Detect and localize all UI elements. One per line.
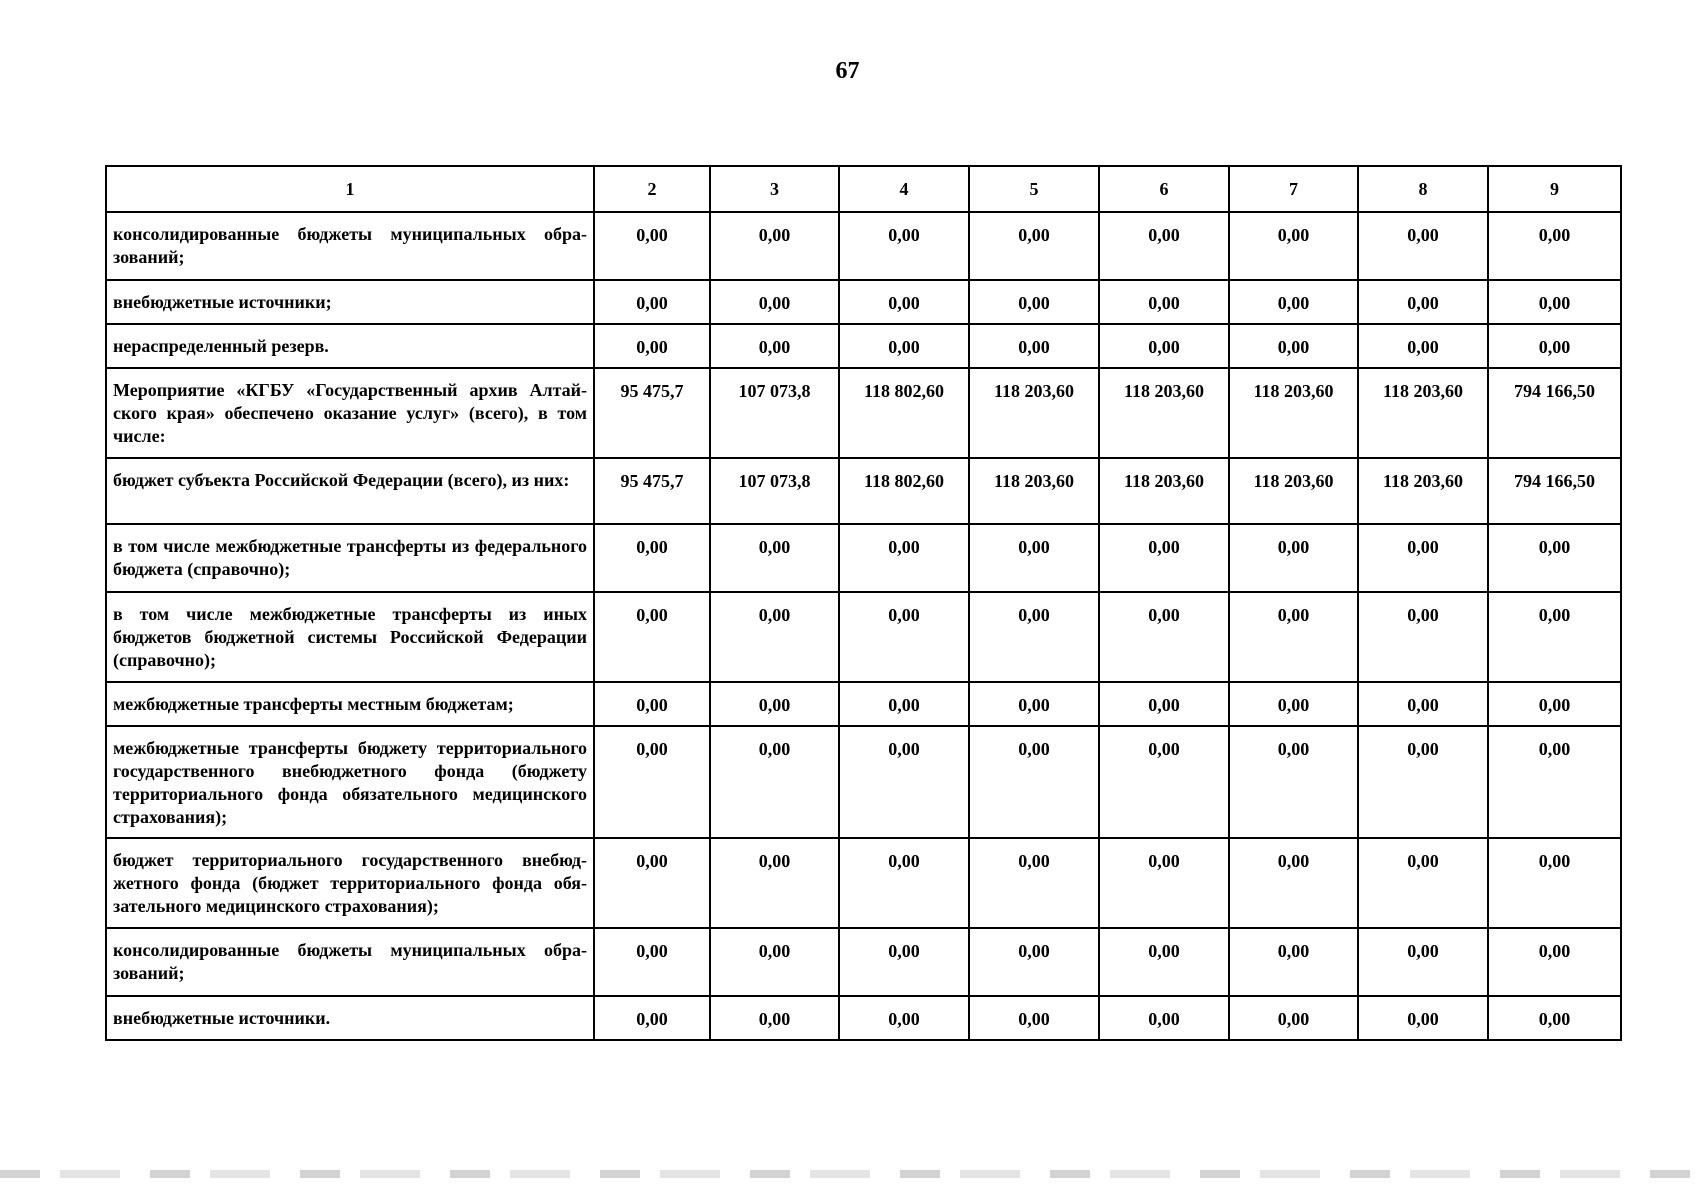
row-label: Мероприятие «КГБУ «Государственный архив Алтайского края» обеспечено оказание услуг» (всего), в том числе: <box>106 368 594 458</box>
row-label: в том числе межбюджетные трансферты из иных бюджетов бюджетной системы Российской Федерации (справочно); <box>106 592 594 682</box>
row-value: 0,00 <box>1099 726 1229 838</box>
row-label: внебюджетные источники. <box>106 996 594 1040</box>
column-header: 2 <box>594 166 710 212</box>
row-value: 0,00 <box>1099 682 1229 726</box>
row-value: 0,00 <box>1358 726 1488 838</box>
table-row <box>106 682 1621 726</box>
row-value: 0,00 <box>1358 212 1488 280</box>
row-value: 0,00 <box>1358 524 1488 592</box>
row-value: 0,00 <box>969 928 1099 996</box>
row-value: 0,00 <box>1358 324 1488 368</box>
page-number: 67 <box>835 58 860 84</box>
row-value: 0,00 <box>1229 928 1358 996</box>
row-label: межбюджетные трансферты местным бюджетам; <box>106 682 594 726</box>
row-value: 0,00 <box>839 996 969 1040</box>
row-value: 0,00 <box>710 324 839 368</box>
row-value: 0,00 <box>710 280 839 324</box>
row-value: 0,00 <box>1229 524 1358 592</box>
row-value: 0,00 <box>969 324 1099 368</box>
row-value: 0,00 <box>1488 928 1621 996</box>
row-value: 118 203,60 <box>1358 458 1488 524</box>
row-value: 0,00 <box>594 212 710 280</box>
row-value: 0,00 <box>710 524 839 592</box>
row-value: 0,00 <box>1099 324 1229 368</box>
table-row <box>106 324 1621 368</box>
column-header: 6 <box>1099 166 1229 212</box>
row-value: 0,00 <box>1099 592 1229 682</box>
table-row <box>106 280 1621 324</box>
row-value: 0,00 <box>1358 592 1488 682</box>
row-value: 0,00 <box>1229 324 1358 368</box>
row-value: 0,00 <box>1229 726 1358 838</box>
table-row <box>106 838 1621 928</box>
row-value: 0,00 <box>1488 726 1621 838</box>
row-label: межбюджетные трансферты бюджету территориального государственного внебюджетного фонда (бюджету территориального фонда обязательного медицинского страхования); <box>106 726 594 838</box>
table-row <box>106 726 1621 838</box>
row-value: 0,00 <box>1229 280 1358 324</box>
row-value: 0,00 <box>594 524 710 592</box>
row-value: 0,00 <box>1488 592 1621 682</box>
row-value: 0,00 <box>839 838 969 928</box>
row-value: 0,00 <box>1358 838 1488 928</box>
row-label: консолидированные бюджеты муниципальных образований; <box>106 212 594 280</box>
row-label: внебюджетные источники; <box>106 280 594 324</box>
table-row <box>106 592 1621 682</box>
row-value: 0,00 <box>839 212 969 280</box>
row-value: 0,00 <box>1358 682 1488 726</box>
row-value: 0,00 <box>969 996 1099 1040</box>
row-value: 0,00 <box>594 726 710 838</box>
row-value: 118 203,60 <box>1229 458 1358 524</box>
row-value: 118 203,60 <box>1229 368 1358 458</box>
row-value: 0,00 <box>839 682 969 726</box>
row-value: 0,00 <box>969 280 1099 324</box>
table-row <box>106 996 1621 1040</box>
row-label: в том числе межбюджетные трансферты из федерального бюджета (справочно); <box>106 524 594 592</box>
row-value: 0,00 <box>710 592 839 682</box>
scan-artifact-lines <box>0 1170 1695 1178</box>
row-value: 0,00 <box>839 726 969 838</box>
row-value: 0,00 <box>1099 838 1229 928</box>
column-header: 9 <box>1488 166 1621 212</box>
column-header: 4 <box>839 166 969 212</box>
row-value: 95 475,7 <box>594 458 710 524</box>
row-value: 0,00 <box>710 682 839 726</box>
row-value: 0,00 <box>969 838 1099 928</box>
table-body <box>106 212 1621 1040</box>
row-value: 0,00 <box>1229 592 1358 682</box>
budget-table <box>105 165 1622 1041</box>
row-value: 0,00 <box>710 996 839 1040</box>
row-value: 0,00 <box>839 280 969 324</box>
row-value: 0,00 <box>839 324 969 368</box>
row-label: консолидированные бюджеты муниципальных образований; <box>106 928 594 996</box>
row-value: 0,00 <box>594 996 710 1040</box>
row-value: 0,00 <box>1229 212 1358 280</box>
table-row <box>106 212 1621 280</box>
row-value: 0,00 <box>710 212 839 280</box>
row-value: 118 203,60 <box>1358 368 1488 458</box>
row-value: 0,00 <box>1358 280 1488 324</box>
row-value: 107 073,8 <box>710 368 839 458</box>
row-value: 0,00 <box>969 592 1099 682</box>
row-value: 0,00 <box>594 838 710 928</box>
row-value: 0,00 <box>839 928 969 996</box>
row-value: 118 203,60 <box>1099 368 1229 458</box>
table-header-row <box>106 166 1621 212</box>
column-header: 8 <box>1358 166 1488 212</box>
row-value: 0,00 <box>1358 996 1488 1040</box>
row-value: 0,00 <box>1099 280 1229 324</box>
row-value: 118 203,60 <box>969 458 1099 524</box>
row-value: 118 203,60 <box>1099 458 1229 524</box>
row-value: 0,00 <box>1229 682 1358 726</box>
row-value: 794 166,50 <box>1488 458 1621 524</box>
column-header: 5 <box>969 166 1099 212</box>
table-row <box>106 524 1621 592</box>
row-value: 0,00 <box>1488 280 1621 324</box>
table-row <box>106 928 1621 996</box>
row-value: 118 802,60 <box>839 368 969 458</box>
row-value: 0,00 <box>1488 524 1621 592</box>
row-value: 0,00 <box>1488 996 1621 1040</box>
row-value: 0,00 <box>1099 524 1229 592</box>
row-value: 0,00 <box>839 592 969 682</box>
row-value: 0,00 <box>594 280 710 324</box>
row-value: 107 073,8 <box>710 458 839 524</box>
row-value: 0,00 <box>710 838 839 928</box>
column-header: 3 <box>710 166 839 212</box>
row-value: 118 802,60 <box>839 458 969 524</box>
column-header: 1 <box>106 166 594 212</box>
row-value: 0,00 <box>1488 682 1621 726</box>
row-value: 0,00 <box>710 928 839 996</box>
row-value: 0,00 <box>969 212 1099 280</box>
row-value: 0,00 <box>594 928 710 996</box>
row-label: бюджет территориального государственного внебюджетного фонда (бюджет территориального фонда обязательного медицинского страхования); <box>106 838 594 928</box>
row-value: 0,00 <box>1358 928 1488 996</box>
table-row <box>106 458 1621 524</box>
row-label: нераспределенный резерв. <box>106 324 594 368</box>
row-value: 794 166,50 <box>1488 368 1621 458</box>
row-value: 0,00 <box>1229 996 1358 1040</box>
row-value: 0,00 <box>594 682 710 726</box>
row-value: 0,00 <box>1488 324 1621 368</box>
row-value: 95 475,7 <box>594 368 710 458</box>
row-value: 0,00 <box>1099 212 1229 280</box>
row-value: 0,00 <box>1099 928 1229 996</box>
row-value: 0,00 <box>1488 212 1621 280</box>
row-value: 0,00 <box>1229 838 1358 928</box>
row-value: 0,00 <box>969 726 1099 838</box>
row-value: 0,00 <box>969 524 1099 592</box>
row-value: 0,00 <box>594 592 710 682</box>
row-value: 0,00 <box>839 524 969 592</box>
row-value: 0,00 <box>1099 996 1229 1040</box>
table-row <box>106 368 1621 458</box>
row-value: 0,00 <box>1488 838 1621 928</box>
row-value: 0,00 <box>969 682 1099 726</box>
column-header: 7 <box>1229 166 1358 212</box>
row-value: 0,00 <box>710 726 839 838</box>
row-label: бюджет субъекта Российской Федерации (всего), из них: <box>106 458 594 524</box>
row-value: 0,00 <box>594 324 710 368</box>
row-value: 118 203,60 <box>969 368 1099 458</box>
